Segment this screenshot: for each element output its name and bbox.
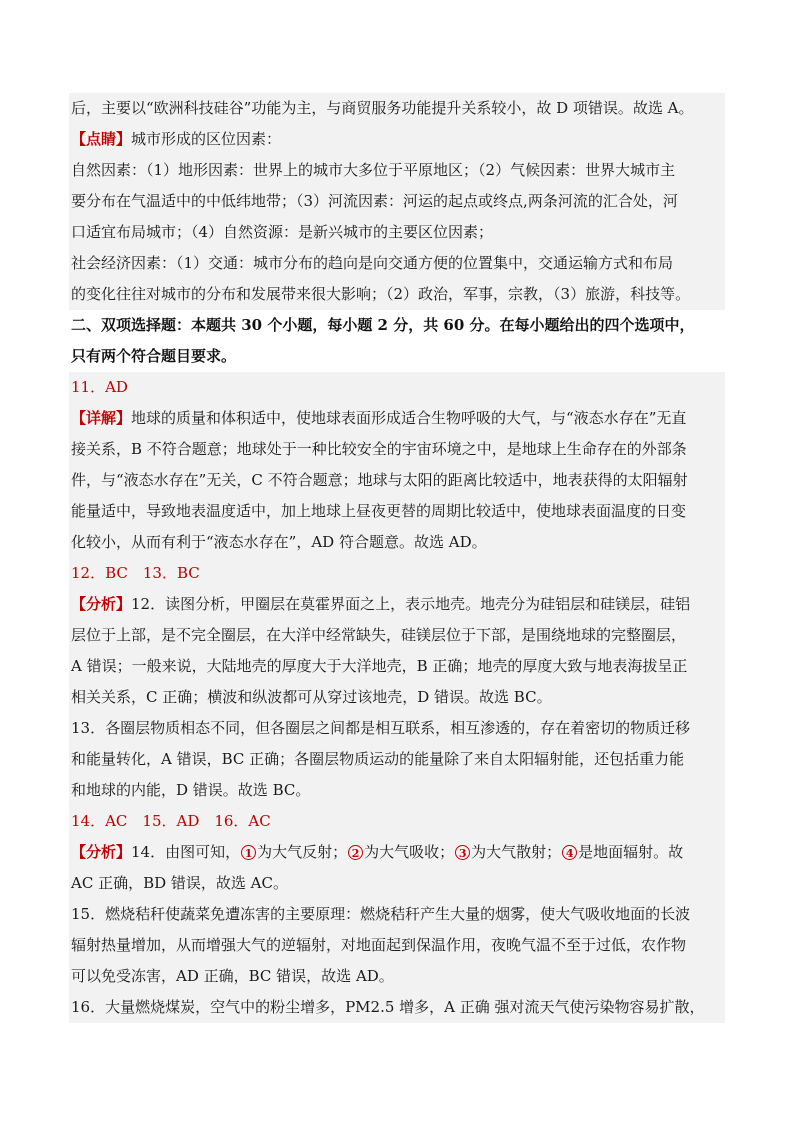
text-line [69, 403, 725, 434]
section-tag: 【点睛】 [71, 130, 132, 148]
text-segment: 城市形成的区位因素： [131, 130, 282, 148]
text-line [69, 217, 725, 248]
text-segment: 自然因素：（1）地形因素：世界上的城市大多位于平原地区；（2）气候因素：世界大城市主 [71, 161, 676, 179]
text-line [69, 806, 725, 837]
text-segment: 地球的质量和体积适中，使地球表面形成适合生物呼吸的大气，与“液态水存在”无直 [131, 409, 687, 427]
text-segment: 是地面辐射。故 [578, 843, 684, 861]
text-line [69, 713, 725, 744]
text-line [69, 558, 725, 589]
text-line [69, 899, 725, 930]
text-segment: 化较小，从而有利于“液态水存在”，AD 符合题意。故选 AD。 [71, 533, 487, 551]
text-segment: 可以免受冻害，AD 正确，BC 错误，故选 AD。 [71, 967, 394, 985]
text-line [69, 310, 725, 341]
text-line [69, 341, 725, 372]
text-line [69, 775, 725, 806]
text-segment: 辐射热量增加，从而增强大气的逆辐射，对地面起到保温作用，夜晚气温不至于过低，农作物 [71, 936, 687, 954]
text-line [69, 248, 725, 279]
text-segment: 只有两个符合题目要求。 [71, 347, 237, 365]
text-segment: A 错误；一般来说，大陆地壳的厚度大于大洋地壳，B 正确；地壳的厚度大致与地表海拔呈正 [71, 657, 688, 675]
text-segment: 口适宜布局城市；（4）自然资源：是新兴城市的主要区位因素； [71, 223, 494, 241]
text-line [69, 434, 725, 465]
text-line [69, 279, 725, 310]
text-segment: 能量适中，导致地表温度适中，加上地球上昼夜更替的周期比较适中，使地球表面温度的日变 [71, 502, 687, 520]
text-segment: 15．燃烧秸秆使蔬菜免遭冻害的主要原理：燃烧秸秆产生大量的烟雾，使大气吸收地面的长波 [71, 905, 691, 923]
text-segment: 12．读图分析，甲圈层在莫霍界面之上，表示地壳。地壳分为硅铝层和硅镁层，硅铝 [131, 595, 691, 613]
text-segment: 为大气散射； [471, 843, 562, 861]
text-segment: 11．AD [71, 378, 128, 396]
circled-number-icon: 4 [562, 845, 577, 860]
text-line [69, 868, 725, 899]
circled-number-icon: 1 [241, 845, 256, 860]
text-segment: 层位于上部，是不完全圈层，在大洋中经常缺失，硅镁层位于下部，是围绕地球的完整圈层， [71, 626, 687, 644]
text-segment: 和能量转化，A 错误，BC 正确；各圈层物质运动的能量除了来自太阳辐射能，还包括重力能 [71, 750, 685, 768]
text-line [69, 682, 725, 713]
text-line [69, 465, 725, 496]
text-segment: 13．各圈层物质相态不同，但各圈层之间都是相互联系，相互渗透的，存在着密切的物质迁移 [71, 719, 691, 737]
text-segment: 社会经济因素：（1）交通：城市分布的趋向是向交通方便的位置集中，交通运输方式和布局 [71, 254, 674, 272]
text-segment: 12．BC 13．BC [71, 564, 200, 582]
text-line [69, 186, 725, 217]
text-line [69, 155, 725, 186]
text-line [69, 837, 725, 868]
text-line [69, 527, 725, 558]
text-segment: 和地球的内能，D 错误。故选 BC。 [71, 781, 311, 799]
text-segment: 相关关系，C 正确；横波和纵波都可从穿过该地壳，D 错误。故选 BC。 [71, 688, 552, 706]
text-segment: AC 正确，BD 错误，故选 AC。 [71, 874, 288, 892]
text-segment: 要分布在气温适中的中低纬地带；（3）河流因素：河运的起点或终点,两条河流的汇合处，河 [71, 192, 678, 210]
text-segment: 16．大量燃烧煤炭，空气中的粉尘增多，PM2.5 增多，A 正确 强对流天气使污染物容易扩散， [71, 998, 705, 1016]
document-page [69, 93, 725, 1023]
text-segment: 为大气反射； [257, 843, 348, 861]
text-line [69, 496, 725, 527]
text-line [69, 930, 725, 961]
text-line [69, 744, 725, 775]
text-segment: 后，主要以“欧洲科技硅谷”功能为主，与商贸服务功能提升关系较小，故 D 项错误。故选 A。 [71, 99, 694, 117]
circled-number-icon: 3 [455, 845, 470, 860]
text-line [69, 589, 725, 620]
text-segment: 为大气吸收； [364, 843, 455, 861]
text-line [69, 992, 725, 1023]
text-line [69, 124, 725, 155]
text-line [69, 961, 725, 992]
text-line [69, 651, 725, 682]
text-segment: 14．AC 15．AD 16．AC [71, 812, 271, 830]
text-line [69, 372, 725, 403]
section-tag: 【分析】 [71, 843, 132, 861]
section-tag: 【详解】 [71, 409, 132, 427]
text-line [69, 620, 725, 651]
text-segment: 二、双项选择题：本题共 30 个小题，每小题 2 分，共 60 分。在每小题给出的四个选项中， [71, 316, 695, 334]
text-segment: 14．由图可知， [131, 843, 241, 861]
text-segment: 的变化往往对城市的分布和发展带来很大影响；（2）政治，军事，宗教，（3）旅游，科技等。 [71, 285, 691, 303]
text-line [69, 93, 725, 124]
circled-number-icon: 2 [348, 845, 363, 860]
text-segment: 接关系，B 不符合题意；地球处于一种比较安全的宇宙环境之中，是地球上生命存在的外部条 [71, 440, 687, 458]
section-tag: 【分析】 [71, 595, 132, 613]
text-segment: 件，与“液态水存在”无关，C 不符合题意；地球与太阳的距离比较适中，地表获得的太阳辐射 [71, 471, 688, 489]
